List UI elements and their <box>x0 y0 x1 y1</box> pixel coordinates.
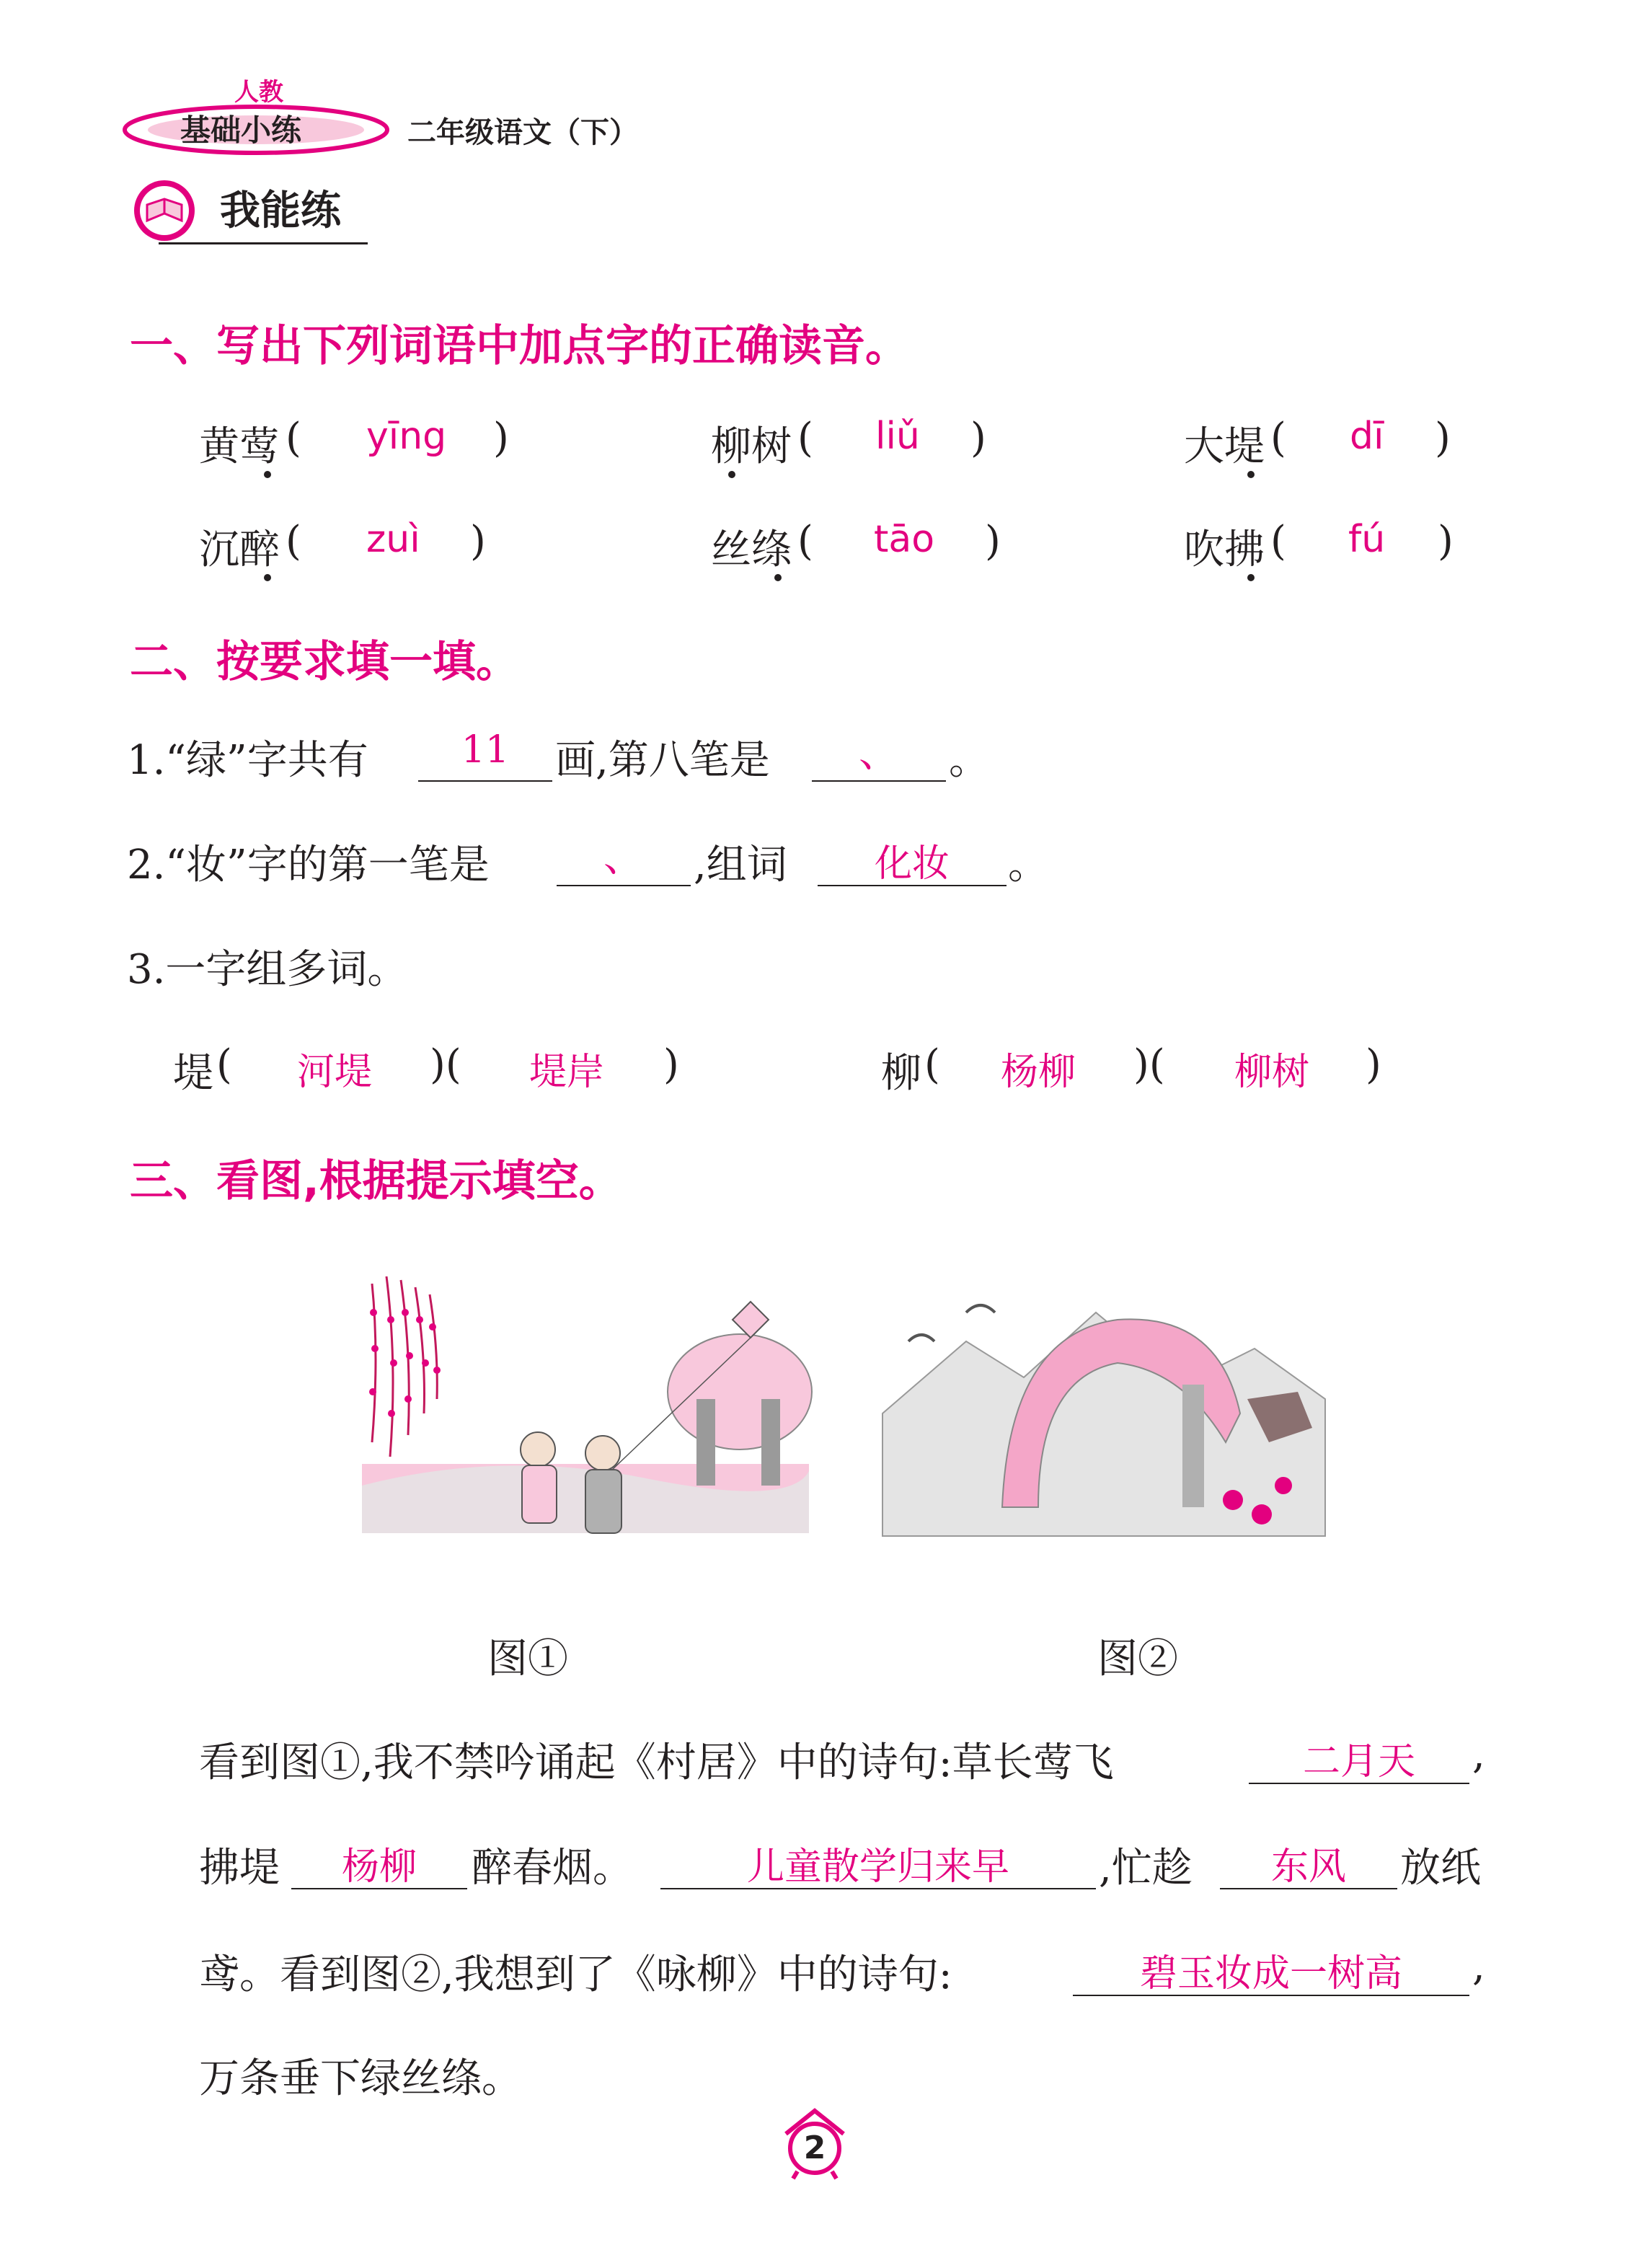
pinyin-item-1 <box>199 415 523 480</box>
fill-line-2 <box>199 1836 1511 1901</box>
close-paren: ) <box>1438 518 1454 565</box>
answer-pinyin: liǔ <box>875 415 920 458</box>
caption-figure-2: 图② <box>1097 1636 1178 1682</box>
page-number: 2 <box>803 2130 826 2166</box>
line3-text-a: 鸢。看到图②,我想到了《咏柳》中的诗句: <box>199 1951 952 1998</box>
open-paren: ( <box>1270 415 1286 462</box>
pinyin-item-5 <box>711 518 1014 583</box>
group-word-2: 堤岸 <box>529 1051 605 1094</box>
line2-answer-blank-1: 杨柳 <box>291 1836 467 1889</box>
q2-text-b: ,组词 <box>694 842 787 888</box>
q1-answer-blank-1: 11 <box>418 728 552 782</box>
question-3-prompt: 3.一字组多词。 <box>127 946 408 993</box>
pinyin-item-4 <box>199 518 523 583</box>
emphasis-dot <box>1247 574 1255 581</box>
fill-line-1 <box>199 1731 1511 1796</box>
section1-title: 一、写出下列词语中加点字的正确读音。 <box>130 321 908 371</box>
line3-text-b: , <box>1472 1943 1485 1990</box>
paren-pair: )( <box>430 1041 461 1088</box>
pinyin-item-6 <box>1184 518 1472 583</box>
practice-title: 我能练 <box>220 187 341 234</box>
open-paren: ( <box>797 415 813 462</box>
pinyin-item-2 <box>711 415 999 480</box>
emphasis-dot <box>1247 471 1255 478</box>
answer-pinyin: yīng <box>366 415 447 458</box>
close-paren: ) <box>470 518 486 565</box>
line3-answer-blank: 碧玉妆成一树高 <box>1073 1943 1469 1996</box>
close-paren: ) <box>1366 1041 1381 1088</box>
line1-answer-blank: 二月天 <box>1249 1731 1469 1784</box>
answer-pinyin: tāo <box>874 518 935 561</box>
answer-pinyin: fú <box>1348 518 1386 561</box>
q1-answer-blank-2: 、 <box>812 721 946 782</box>
caption-figure-1: 图① <box>487 1636 568 1682</box>
close-paren: ) <box>663 1041 679 1088</box>
group-char: 堤 <box>173 1050 213 1097</box>
open-paren: ( <box>286 415 301 462</box>
q2-answer-blank-1: 、 <box>557 826 691 886</box>
answer-pinyin: dī <box>1350 415 1384 458</box>
q2-text-a: 2.“妆”字的第一笔是 <box>127 842 490 888</box>
close-paren: ) <box>985 518 1001 565</box>
line2-text-c: ,忙趁 <box>1099 1845 1193 1892</box>
practice-heading <box>130 173 375 252</box>
q2-answer-blank-2: 化妆 <box>818 833 1007 886</box>
word: 吹拂 <box>1184 526 1265 573</box>
illustration-1 <box>358 1269 833 1543</box>
question-1 <box>127 728 1064 793</box>
fill-line-3 <box>199 1943 1511 2008</box>
pinyin-item-3 <box>1184 415 1472 480</box>
fill-line-4: 万条垂下绿丝绦。 <box>199 2055 522 2102</box>
q1-text-b: 画,第八笔是 <box>555 737 770 784</box>
practice-underline <box>159 242 368 244</box>
word: 柳树 <box>711 423 792 470</box>
emphasis-dot <box>728 471 735 478</box>
line2-answer-blank-3: 东风 <box>1220 1836 1397 1889</box>
word-group-1 <box>173 1041 721 1106</box>
line2-text-d: 放纸 <box>1400 1845 1481 1892</box>
group-word-1: 杨柳 <box>1001 1051 1076 1094</box>
header <box>123 72 656 159</box>
illustration-2 <box>880 1269 1341 1543</box>
open-paren: ( <box>924 1041 940 1088</box>
book-title: 二年级语文（下） <box>407 116 638 149</box>
publisher-label: 人教 <box>234 78 283 107</box>
question-2 <box>127 833 1064 898</box>
section2-title: 二、按要求填一填。 <box>130 637 519 687</box>
line2-answer-blank-2: 儿童散学归来早 <box>660 1836 1096 1889</box>
q1-text-a: 1.“绿”字共有 <box>127 737 368 784</box>
line2-text-b: 醉春烟。 <box>472 1845 633 1892</box>
word-group-2 <box>881 1041 1429 1106</box>
emphasis-dot <box>774 574 782 581</box>
word: 丝绦 <box>711 526 792 573</box>
close-paren: ) <box>493 415 509 462</box>
open-paren: ( <box>1270 518 1286 565</box>
q2-text-c: 。 <box>1008 842 1048 888</box>
close-paren: ) <box>970 415 986 462</box>
open-paren: ( <box>797 518 813 565</box>
line2-text-a: 拂堤 <box>199 1845 280 1892</box>
answer-pinyin: zuì <box>366 518 420 561</box>
page-number-badge <box>771 2102 858 2181</box>
paren-pair: )( <box>1133 1041 1165 1088</box>
open-paren: ( <box>216 1041 232 1088</box>
q1-text-c: 。 <box>949 737 989 784</box>
word: 黄莺 <box>199 423 280 470</box>
open-paren: ( <box>286 518 301 565</box>
word: 大堤 <box>1184 423 1265 470</box>
section3-title: 三、看图,根据提示填空。 <box>130 1156 622 1206</box>
group-word-1: 河堤 <box>297 1051 373 1094</box>
group-word-2: 柳树 <box>1234 1051 1310 1094</box>
group-char: 柳 <box>881 1050 921 1097</box>
word: 沉醉 <box>199 526 280 573</box>
emphasis-dot <box>264 574 271 581</box>
emphasis-dot <box>264 471 271 478</box>
line1-text-a: 看到图①,我不禁吟诵起《村居》中的诗句:草长莺飞 <box>199 1739 1114 1786</box>
book-icon <box>130 173 202 245</box>
line1-text-b: , <box>1472 1731 1485 1778</box>
series-label: 基础小练 <box>180 112 302 148</box>
close-paren: ) <box>1435 415 1451 462</box>
